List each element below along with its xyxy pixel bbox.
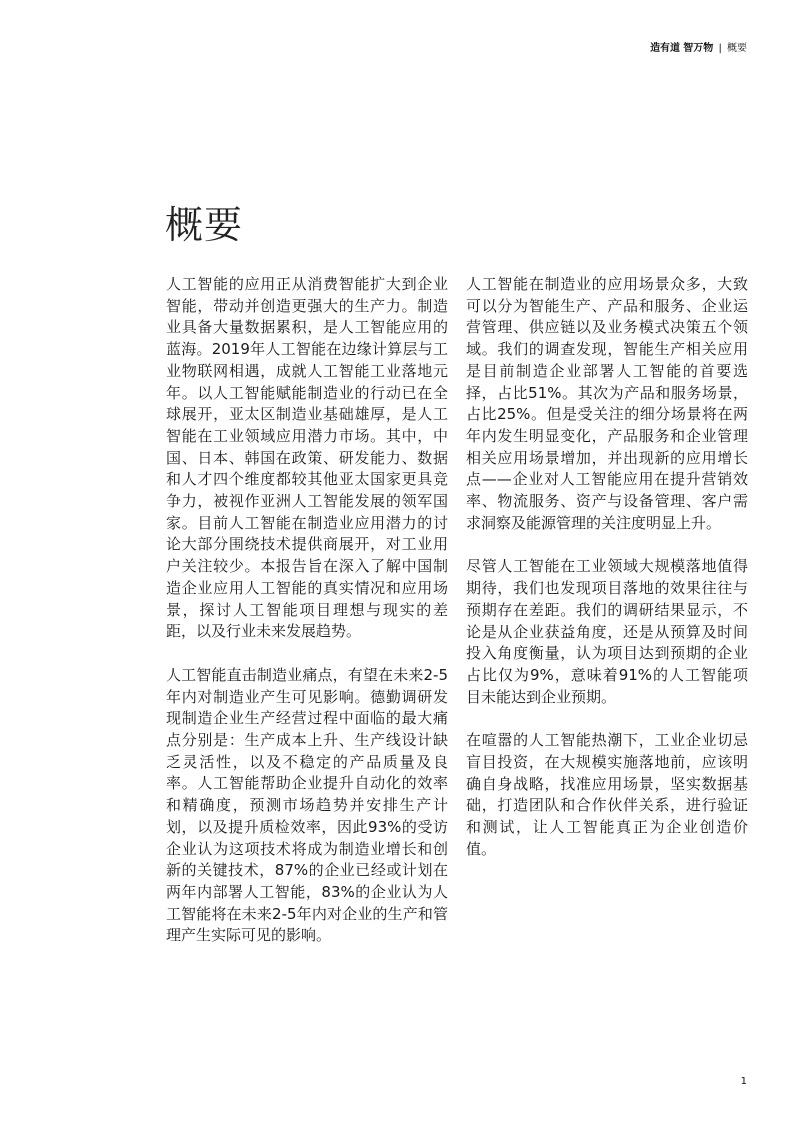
right-column xyxy=(466,274,748,883)
page-title: 概要 xyxy=(165,203,244,248)
right-paragraph-3: 在喧嚣的人工智能热潮下，工业企业切忌盲目投资，在大规模实施落地前，应该明确自身战略，找准应用场景，坚实数据基础，打造团队和合作伙伴关系，进行验证和测试，让人工智能真正为企业创造价值。 xyxy=(466,731,748,858)
page-number: 1 xyxy=(740,1076,747,1087)
left-paragraph-2: 人工智能直击制造业痛点，有望在未来2-5年内对制造业产生可见影响。德勤调研发现制造企业生产经营过程中面临的最大痛点分别是：生产成本上升、生产线设计缺乏灵活性，以及不稳定的产品质量及良率。人工智能帮助企业提升自动化的效率和精确度，预测市场趋势并安排生产计划，以及提升质检效率，因此93%的受访企业认为这项技术将成为制造业增长和创新的关键技术，87%的企业已经或计划在两年内部署人工智能，83%的企业认为人工智能将在未来2-5年内对企业的生产和管理产生实际可见的影响。 xyxy=(166,665,448,945)
header-section: 概要 xyxy=(727,43,747,54)
header-brand-part1: 造有道 xyxy=(650,43,681,54)
left-paragraph-1: 人工智能的应用正从消费智能扩大到企业智能，带动并创造更强大的生产力。制造业具备大量数据累积，是人工智能应用的蓝海。2019年人工智能在边缘计算层与工业物联网相遇，成就人工智能工业落地元年。以人工智能赋能制造业的行动已在全球展开，亚太区制造业基础雄厚，是人工智能在工业领域应用潜力市场。其中，中国、日本、韩国在政策、研发能力、数据和人才四个维度都较其他亚太国家更具竞争力，被视作亚洲人工智能发展的领军国家。目前人工智能在制造业应用潜力的讨论大部分围绕技术提供商展开，对工业用户关注较少。本报告旨在深入了解中国制造企业应用人工智能的真实情况和应用场景，探讨人工智能项目理想与现实的差距，以及行业未来发展趋势。 xyxy=(166,275,448,641)
header-separator: | xyxy=(718,43,722,54)
header-brand-part2: 智万物 xyxy=(683,43,714,54)
right-paragraph-1: 人工智能在制造业的应用场景众多，大致可以分为智能生产、产品和服务、企业运营管理、供应链以及业务模式决策五个领域。我们的调查发现，智能生产相关应用是目前制造企业部署人工智能的首要选择，占比51%。其次为产品和服务场景，占比25%。但是受关注的细分场景将在两年内发生明显变化，产品服务和企业管理相关应用场景增加，并出现新的应用增长点——企业对人工智能应用在提升营销效率、物流服务、资产与设备管理、客户需求洞察及能源管理的关注度明显上升。 xyxy=(466,275,748,532)
running-header xyxy=(650,42,747,56)
right-paragraph-2: 尽管人工智能在工业领域大规模落地值得期待，我们也发现项目落地的效果往往与预期存在差距。我们的调研结果显示，不论是从企业获益角度，还是从预算及时间投入角度衡量，认为项目达到预期的企业占比仅为9%，意味着91%的人工智能项目未能达到企业预期。 xyxy=(466,557,748,706)
left-column xyxy=(166,274,448,969)
